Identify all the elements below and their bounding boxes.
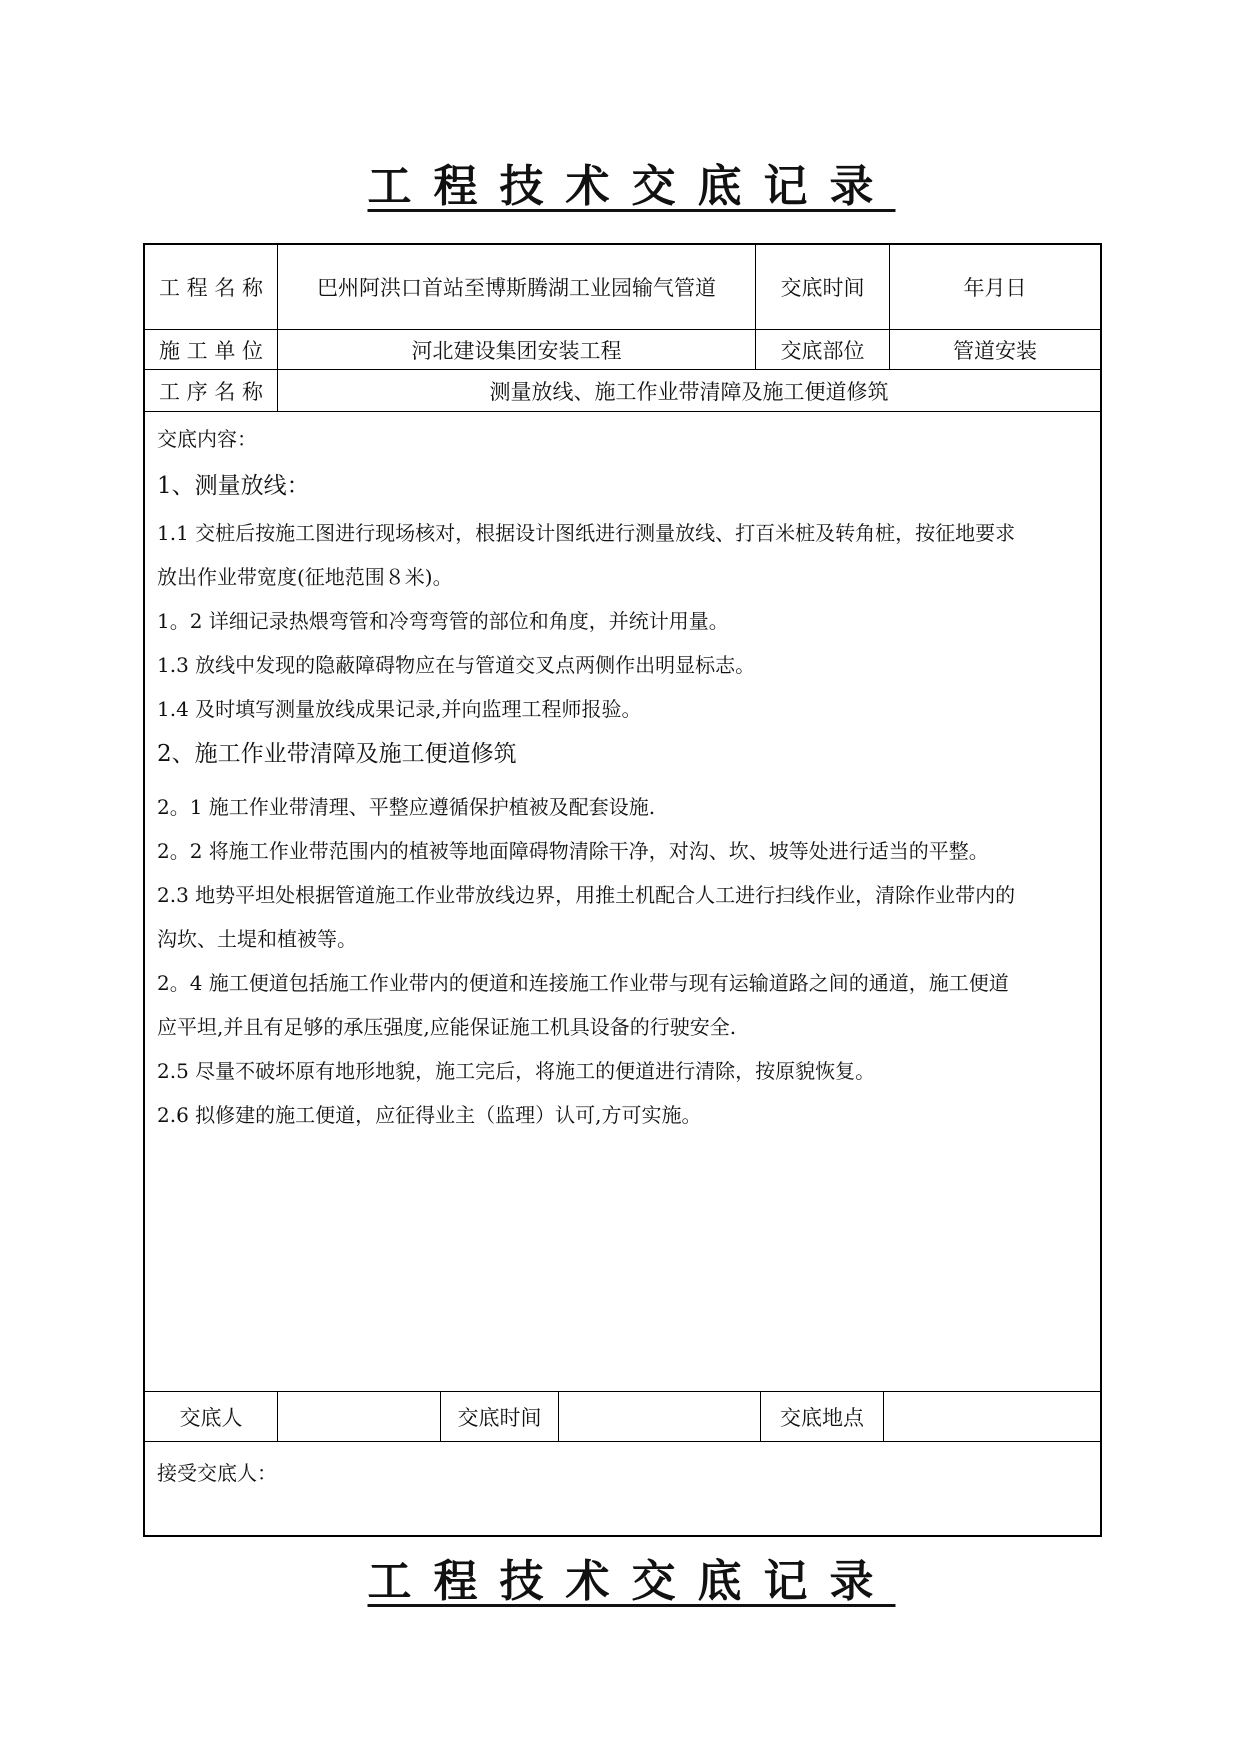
section-heading: 2、施工作业带清障及施工便道修筑: [157, 741, 517, 767]
location-value: [884, 1392, 1100, 1441]
briefer-label: 交底人: [179, 1405, 243, 1430]
briefing-content: [157, 417, 1090, 1137]
brief-time-value: 年月日: [963, 276, 1027, 300]
paragraph: 2。2 将施工作业带范围内的植被等地面障碍物清除干净，对沟、坎、坡等处进行适当的平整。: [157, 839, 989, 863]
process-value: 测量放线、施工作业带清障及施工便道修筑: [489, 379, 889, 404]
paragraph: 放出作业带宽度(征地范围８米)。: [157, 565, 453, 589]
content-label: 交底内容：: [157, 427, 257, 451]
brief-part-value: 管道安装: [953, 338, 1037, 363]
briefer-value: [278, 1392, 440, 1441]
section-heading: 1、测量放线：: [157, 473, 310, 499]
paragraph: 2.6 拟修建的施工便道，应征得业主（监理）认可,方可实施。: [157, 1103, 702, 1127]
row-divider: [145, 1441, 1100, 1442]
brief-part-label: 交底部位: [780, 338, 865, 363]
unit-value: 河北建设集团安装工程: [411, 338, 622, 363]
briefing-form: [143, 243, 1102, 1537]
paragraph: 2.5 尽量不破坏原有地形地貌，施工完后，将施工的便道进行清除，按原貌恢复。: [157, 1059, 876, 1083]
page-title: 工程技术交底记录: [367, 161, 896, 212]
brief-time2-value: [559, 1392, 760, 1441]
paragraph: 1.4 及时填写测量放线成果记录,并向监理工程师报验。: [157, 697, 642, 721]
paragraph: 2.3 地势平坦处根据管道施工作业带放线边界，用推土机配合人工进行扫线作业，清除作业带内的: [157, 883, 1016, 907]
paragraph: 1.3 放线中发现的隐蔽障碍物应在与管道交叉点两侧作出明显标志。: [157, 653, 756, 677]
receiver-label: 接受交底人：: [157, 1461, 277, 1485]
paragraph: 1.1 交桩后按施工图进行现场核对，根据设计图纸进行测量放线、打百米桩及转角桩，按征地要求: [157, 521, 1016, 545]
paragraph: 2。4 施工便道包括施工作业带内的便道和连接施工作业带与现有运输道路之间的通道，施工便道: [157, 971, 1009, 995]
paragraph: 1。2 详细记录热煨弯管和冷弯弯管的部位和角度，并统计用量。: [157, 609, 729, 633]
unit-label: 施 工 单 位: [158, 338, 264, 363]
location-label: 交底地点: [780, 1405, 864, 1430]
page-title-repeat: 工程技术交底记录: [367, 1556, 896, 1607]
paragraph: 沟坎、土堤和植被等。: [157, 927, 357, 951]
process-label: 工 序 名 称: [158, 379, 264, 404]
paragraph: 2。1 施工作业带清理、平整应遵循保护植被及配套设施.: [157, 795, 656, 819]
row-divider: [145, 411, 1100, 412]
brief-time-label: 交底时间: [780, 276, 865, 300]
paragraph: 应平坦,并且有足够的承压强度,应能保证施工机具设备的行驶安全.: [157, 1015, 737, 1039]
project-name-value: 巴州阿洪口首站至博斯腾湖工业园输气管道: [317, 276, 716, 300]
brief-time2-label: 交底时间: [457, 1405, 542, 1430]
receiver-section: [157, 1451, 1090, 1495]
project-name-label: 工 程 名 称: [158, 276, 264, 300]
